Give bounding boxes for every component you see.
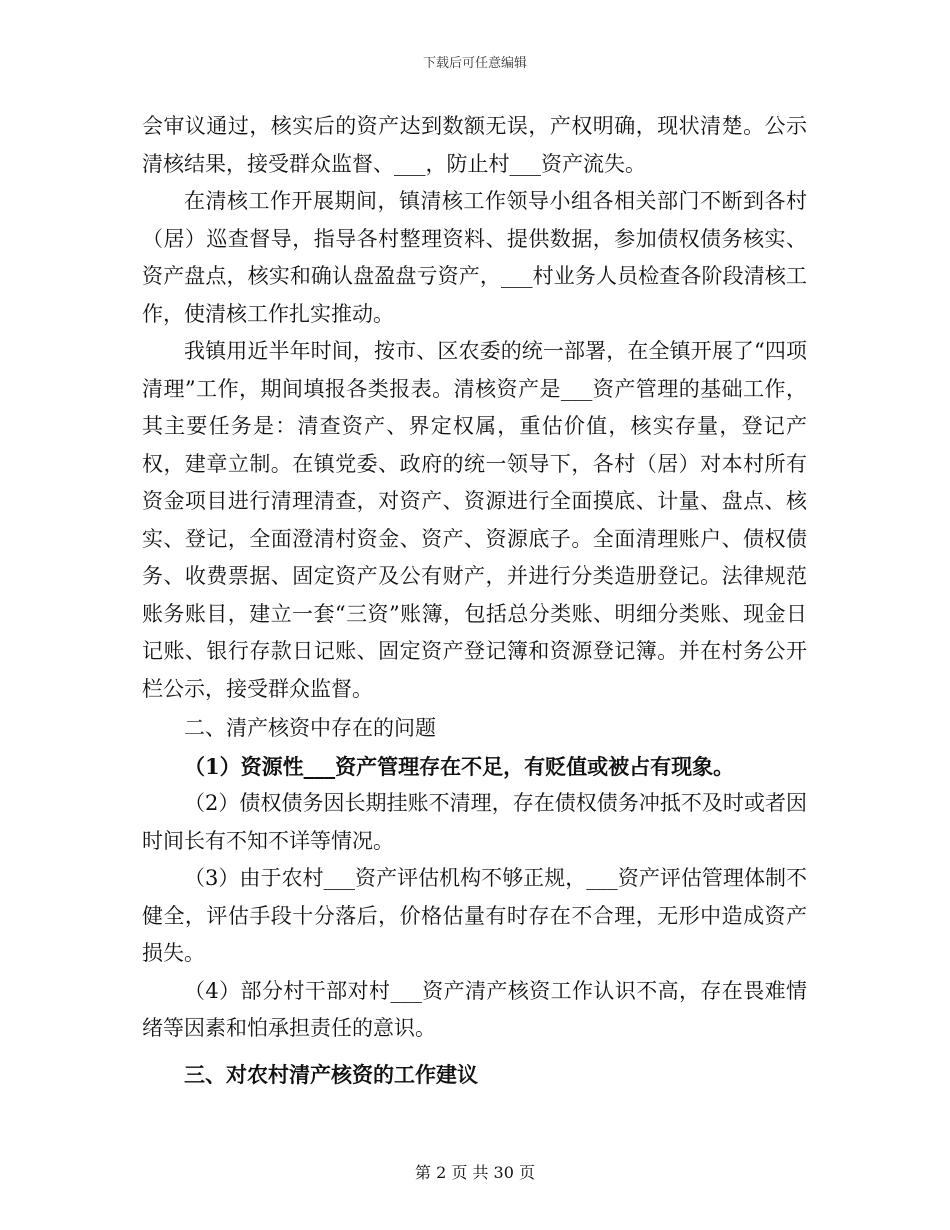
problem-item-1: （1）资源性___资产管理存在不足，有贬值或被占有现象。 (184, 753, 735, 779)
paragraph-audit-result: 会审议通过，核实后的资产达到数额无误，产权明确，现状清楚。公示清核结果，接受群众监督、___，防止村___资产流失。 (142, 114, 807, 176)
paragraph-inspection: 在清核工作开展期间，镇清核工作领导小组各相关部门不断到各村（居）巡查督导，指导各村整理资料、提供数据，参加债权债务核实、资产盘点，核实和确认盘盈盘亏资产，___村业务人员检查各阶段清核工作，使清核工作扎实推动。 (142, 189, 807, 326)
section-heading-problems: 二、清产核资中存在的问题 (184, 716, 436, 740)
page-footer: 第 2 页 共 30 页 (415, 1163, 535, 1182)
page-header: 下载后可任意编辑 (422, 56, 527, 71)
problem-item-3: （3）由于农村___资产评估机构不够正规，___资产评估管理体制不健全，评估手段十分落后，价格估量有时存在不合理，无形中造成资产损失。 (142, 866, 807, 965)
section-heading-suggestions: 三、对农村清产核资的工作建议 (184, 1061, 478, 1087)
problem-item-2: （2）债权债务因长期挂账不清理，存在债权债务冲抵不及时或者因时间长有不知不详等情况。 (142, 791, 807, 853)
paragraph-four-cleanups: 我镇用近半年时间，按市、区农委的统一部署，在全镇开展了“四项清理”工作，期间填报各类报表。清核资产是___资产管理的基础工作，其主要任务是：清查资产、界定权属，重估价值，核实存量，登记产权，建章立制。在镇党委、政府的统一领导下，各村（居）对本村所有资金项目进行清理清查，对资产、资源进行全面摸底、计量、盘点、核实、登记，全面澄清村资金、资产、资源底子。全面清理账户、债权债务、收费票据、固定资产及公有财产，并进行分类造册登记。法律规范账务账目，建立一套“三资”账簿，包括总分类账、明细分类账、现金日记账、银行存款日记账、固定资产登记簿和资源登记簿。并在村务公开栏公示，接受群众监督。 (142, 339, 807, 701)
document-body (142, 108, 807, 1093)
problem-item-4: （4）部分村干部对村___资产清产核资工作认识不高，存在畏难情绪等因素和怕承担责任的意识。 (142, 978, 807, 1040)
